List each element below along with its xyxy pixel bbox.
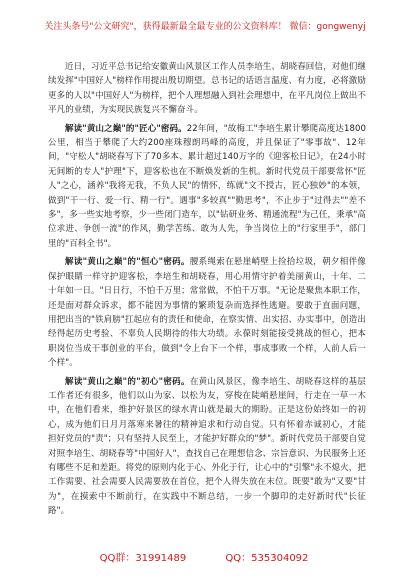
footer-qq-group: QQ群：31991489 — [99, 553, 187, 564]
article-body — [48, 60, 366, 523]
page-footer — [0, 549, 408, 564]
paragraph-text: 22年间，"故梅工"李培生累计攀爬高度达1800公里，相当于攀爬了大约200座珠穆朗玛峰的高度，并且保证了"零事故"、12年间，"守松人"胡晓春写下了70多本、累计超过140万字的《迎客松日记》，在24小时无间断的专人"护理"下，迎客松也在不断焕发新的生机。新时代党员干部要常怀"匠人"之心，涵养"我将无我，不负人民"的情怀，练就"文不授古，匠心独妙"的本领，做到"干一行、爱一行、精一行"。遇事"多较真""勤思考"，不止步于"过得去""差不多"，多一些实地考察，少一些闭门造车，以"钻研业务、精通流程"为己任，秉承"高位求进、争创一流"的作风，勤学苦练、敢为人先，争当岗位上的"行家里手"，部门里的"百科全书"。 — [48, 123, 366, 249]
header-line-1: 关注头条号"公文研究"，获得最新最全最专业的公文资料库！ 微信：gongwenyj — [44, 22, 366, 32]
paragraph-lead: 解读"黄山之巅"的"初心"密码。 — [65, 376, 190, 387]
paragraph-perseverance — [48, 255, 366, 370]
paragraph-text: 在黄山风景区，像李培生、胡晓春这样的基层工作者还有很多，他们以山为家、以松为友，穿梭在陡峭悬崖间，行走在一草一木中，在他们看来，维护好景区的绿水青山就是最大的期盼。正是这份始终如一的初心，成为他们日月月落寒来暑往的精神追求和行动自觉。只有怀着赤诚初心，才能担好党员的"责"；只有坚持人民至上，才能护好群众的"梦"。新时代党员干部要自觉对照李培生、胡晓春等"中国好人"，查找自己在理想信念、宗旨意识、为民服务上还有哪些不足和差距。将党的原则内化于心、外化于行，让心中的"引擎"永不熄火，把工作需要、社会需要人民需要放在首位，把个人得失放在末位。既要"敢为"又要"甘为"，在摸索中不断前行，在实践中不断总结，一步一个脚印的走好新时代"长征路"。 — [48, 376, 366, 517]
paragraph-lead: 解读"黄山之巅"的"匠心"密码。 — [65, 123, 187, 134]
footer-qq-contact: QQ：535304092 — [225, 553, 309, 564]
paragraph-intro — [48, 60, 366, 118]
paragraph-lead: 解读"黄山之巅"的"恒心"密码。 — [65, 257, 190, 268]
paragraph-text: 近日，习近平总书记给安徽黄山风景区工作人员李培生、胡晓春回信，对他们继续发挥"中国好人"榜样作用提出殷切期望。总书记的话语言温度、有力度，必将激励更多的人以"中国好人"为榜样，把个人理想融入到社会理想中，在平凡岗位上做出不平凡的业绩，为实现民族复兴不懈奋斗。 — [48, 62, 367, 116]
paragraph-original-aspiration — [48, 375, 366, 519]
paragraph-text: 腰系绳索在悬崖峭壁上捡拾垃圾，朝夕相伴像保护眼睛一样守护迎客松，李培生和胡晓春，用心用情守护着美丽黄山，十年、二十年如一日。"日日行，不怕千万里；常常做，不怕千万事。"无论是聚焦本职工作，还是面对群众诉求，都不能因为事情的繁琐复杂而选择性逃避。要敢于直面问题，用把出当的"铁肩膀"扛起应有的责任和使命，在察实情、出实招、办实事中，创造出经得起历史考验、不辜负人民期待的伟大功绩。永葆时刻能接受挑战的恒心，把本职岗位当成干事创业的平台，做到"令上台下一个样，事成事败一个样，人前人后一个样"。 — [48, 257, 366, 369]
paragraph-craftsmanship — [48, 122, 366, 252]
page-header — [40, 22, 370, 33]
